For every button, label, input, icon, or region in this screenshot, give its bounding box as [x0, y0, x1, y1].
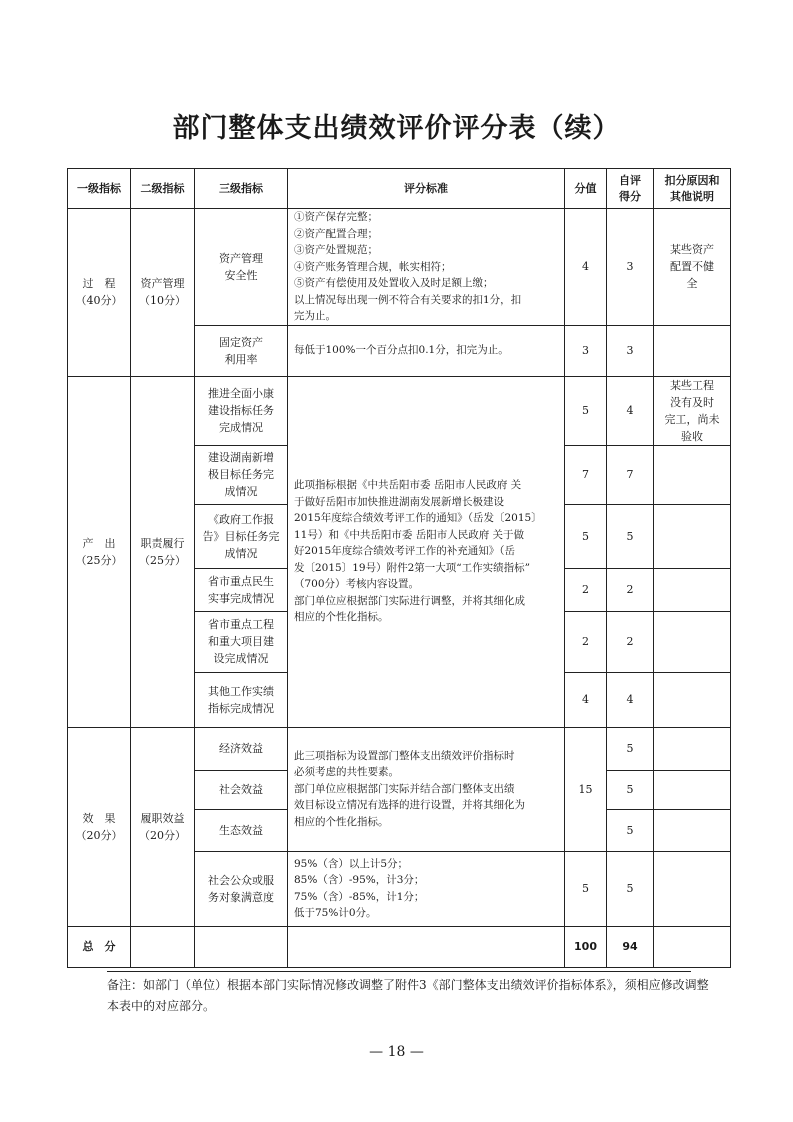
note-cell: [654, 851, 731, 926]
note-cell: 某些资产 配置不健 全: [654, 209, 731, 326]
standard-cell: 每低于100%一个百分点扣0.1分，扣完为止。: [288, 325, 565, 376]
self-score-cell: 5: [607, 770, 654, 809]
empty-cell: [654, 926, 731, 967]
table-row: [68, 727, 731, 770]
note-cell: [654, 672, 731, 727]
score-cell: 7: [565, 445, 607, 504]
lv3-cell: 《政府工作报 告》目标任务完 成情况: [195, 504, 288, 568]
score-cell: 3: [565, 325, 607, 376]
note-cell: [654, 445, 731, 504]
score-cell: 2: [565, 568, 607, 611]
self-score-cell: 5: [607, 809, 654, 851]
page-number: — 18 —: [369, 1044, 424, 1060]
process-lv2-cell: 资产管理 （10分）: [131, 209, 195, 377]
lv3-cell: 经济效益: [195, 727, 288, 770]
self-score-cell: 4: [607, 672, 654, 727]
page-title: 部门整体支出绩效评价评分表（续）: [172, 113, 621, 144]
lv3-cell: 省市重点民生 实事完成情况: [195, 568, 288, 611]
total-row: [68, 926, 731, 967]
note-cell: [654, 809, 731, 851]
total-label: 总 分: [68, 926, 131, 967]
effect-lv1-cell: 效 果 （20分）: [68, 727, 131, 926]
effect-lv2-cell: 履职效益 （20分）: [131, 727, 195, 926]
header-lv3: 三级指标: [195, 169, 288, 209]
header-score: 分值: [565, 169, 607, 209]
score-table: [67, 168, 731, 968]
empty-cell: [131, 926, 195, 967]
standard-cell: 95%（含）以上计5分； 85%（含）-95%，计3分； 75%（含）-85%，计1分； 低于75%计0分。: [288, 851, 565, 926]
effect-group-score-cell: 15: [565, 727, 607, 851]
note-cell: [654, 325, 731, 376]
header-self-score: 自评 得分: [607, 169, 654, 209]
note-cell: [654, 504, 731, 568]
lv3-cell: 资产管理 安全性: [195, 209, 288, 326]
score-cell: 4: [565, 672, 607, 727]
lv3-cell: 建设湖南新增 极目标任务完 成情况: [195, 445, 288, 504]
header-standard: 评分标准: [288, 169, 565, 209]
note-cell: [654, 568, 731, 611]
output-lv1-cell: 产 出 （25分）: [68, 376, 131, 727]
output-standard-cell: 此项指标根据《中共岳阳市委 岳阳市人民政府 关 于做好岳阳市加快推进湖南发展新增长极建设 2015年度综合绩效考评工作的通知》（岳发〔2015〕 11号）和《中共岳阳市委 岳阳市人民政府 关于做 好2015年度综合绩效考评工作的补充通知》（岳 发〔2015〕19号）附件2第一大项“工作实绩指标” （700分）考核内容设置。 部门单位应根据部门实际进行调整，并将其细化成 相应的个性化指标。: [288, 376, 565, 727]
footnote-divider: [107, 971, 691, 972]
header-lv2: 二级指标: [131, 169, 195, 209]
lv3-cell: 其他工作实绩 指标完成情况: [195, 672, 288, 727]
process-lv1-cell: 过 程 （40分）: [68, 209, 131, 377]
score-cell: 5: [565, 376, 607, 445]
score-cell: 2: [565, 611, 607, 672]
self-score-cell: 5: [607, 851, 654, 926]
note-cell: [654, 770, 731, 809]
self-score-cell: 5: [607, 504, 654, 568]
lv3-cell: 生态效益: [195, 809, 288, 851]
total-score: 100: [565, 926, 607, 967]
score-cell: 5: [565, 504, 607, 568]
header-note: 扣分原因和 其他说明: [654, 169, 731, 209]
score-cell: 5: [565, 851, 607, 926]
lv3-cell: 推进全面小康 建设指标任务 完成情况: [195, 376, 288, 445]
note-cell: [654, 611, 731, 672]
self-score-cell: 2: [607, 611, 654, 672]
footnote: 备注：如部门（单位）根据本部门实际情况修改调整了附件3《部门整体支出绩效评价指标体系》，须相应修改调整本表中的对应部分。: [107, 978, 709, 1013]
self-score-cell: 2: [607, 568, 654, 611]
header-lv1: 一级指标: [68, 169, 131, 209]
table-row: [68, 209, 731, 326]
header-row: [68, 169, 731, 209]
self-score-cell: 7: [607, 445, 654, 504]
lv3-cell: 固定资产 利用率: [195, 325, 288, 376]
lv3-cell: 社会公众或服 务对象满意度: [195, 851, 288, 926]
output-lv2-cell: 职责履行 （25分）: [131, 376, 195, 727]
effect-standard-cell: 此三项指标为设置部门整体支出绩效评价指标时 必须考虑的共性要素。 部门单位应根据部门实际并结合部门整体支出绩 效目标设立情况有选择的进行设置，并将其细化为 相应的个性化指标。: [288, 727, 565, 851]
score-cell: 4: [565, 209, 607, 326]
note-cell: 某些工程 没有及时 完工，尚未 验收: [654, 376, 731, 445]
self-score-cell: 4: [607, 376, 654, 445]
note-cell: [654, 727, 731, 770]
self-score-cell: 3: [607, 209, 654, 326]
lv3-cell: 省市重点工程 和重大项目建 设完成情况: [195, 611, 288, 672]
self-score-cell: 3: [607, 325, 654, 376]
standard-cell: ①资产保存完整； ②资产配置合理； ③资产处置规范； ④资产账务管理合规，帐实相符； ⑤资产有偿使用及处置收入及时足额上缴； 以上情况每出现一例不符合有关要求的扣1分，扣 完为止。: [288, 209, 565, 326]
total-self-score: 94: [607, 926, 654, 967]
empty-cell: [288, 926, 565, 967]
table-row: [68, 376, 731, 445]
self-score-cell: 5: [607, 727, 654, 770]
empty-cell: [195, 926, 288, 967]
lv3-cell: 社会效益: [195, 770, 288, 809]
